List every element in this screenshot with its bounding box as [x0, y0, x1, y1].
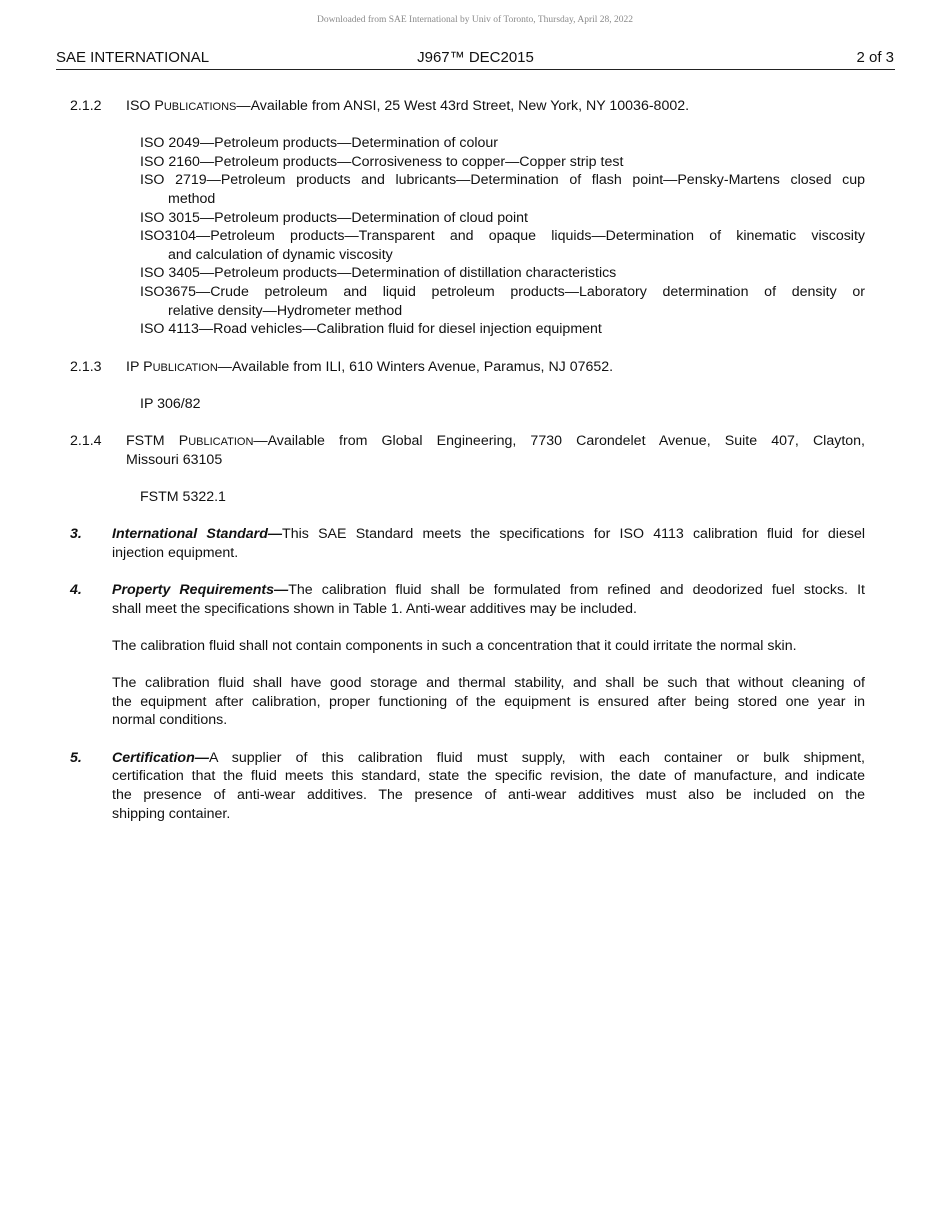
paragraph-text: A supplier of this calibration fluid must supply, with each container or bulk shipment,: [208, 750, 865, 766]
paragraph-text: This SAE Standard meets the specifications for ISO 4113 calibration fluid for diesel: [282, 526, 865, 542]
section-title: Certification—: [112, 750, 209, 766]
header-doc-id: J967™ DEC2015: [417, 49, 534, 66]
download-note: Downloaded from SAE International by Univ of Toronto, Thursday, April 28, 2022: [316, 15, 634, 25]
paragraph-line: [112, 581, 865, 600]
heading-rest: —Available from ILI, 610 Winters Avenue, Paramus, NJ 07652.: [217, 359, 614, 375]
list-item: IP 306/82: [140, 396, 201, 412]
heading-rest: —Available from Global Engineering, 7730 Carondelet Avenue, Suite 407, Clayton,: [253, 433, 865, 449]
list-item: ISO3104—Petroleum products—Transparent and opaque liquids—Determination of kinematic viscosity: [140, 228, 865, 244]
paragraph-line: the equipment after calibration, proper functioning of the equipment is ensured after being stored one year in: [112, 694, 865, 710]
heading-lead: FSTM P: [126, 433, 189, 449]
list-item: ISO 2719—Petroleum products and lubricants—Determination of flash point—Pensky-Martens closed cup: [140, 172, 865, 188]
header-publisher: SAE INTERNATIONAL: [56, 49, 210, 66]
paragraph-line: the presence of anti-wear additives. The presence of anti-wear additives must also be included on the: [112, 787, 865, 803]
list-item-continuation: method: [168, 191, 216, 207]
heading-rest: —Available from ANSI, 25 West 43rd Street, New York, NY 10036-8002.: [236, 98, 690, 114]
list-item: FSTM 5322.1: [140, 489, 226, 505]
heading-lead: IP P: [126, 359, 153, 375]
heading-smallcaps: UBLICATIONS: [163, 101, 237, 113]
paragraph-line: [112, 749, 865, 768]
list-item-continuation: relative density—Hydrometer method: [168, 303, 403, 319]
paragraph-text: The calibration fluid shall be formulated from refined and deodorized fuel stocks. It: [288, 582, 865, 598]
section-number: 2.1.3: [70, 359, 102, 375]
section-title: Property Requirements—: [112, 582, 289, 598]
paragraph-line: The calibration fluid shall have good storage and thermal stability, and shall be such that without cleaning of: [112, 675, 865, 691]
page-header: [56, 49, 895, 70]
list-item-continuation: and calculation of dynamic viscosity: [168, 247, 393, 263]
list-item: ISO 2049—Petroleum products—Determination of colour: [140, 135, 499, 151]
paragraph-line: shall meet the specifications shown in Table 1. Anti-wear additives may be included.: [112, 601, 637, 617]
list-item: ISO 3405—Petroleum products—Determination of distillation characteristics: [140, 265, 617, 281]
heading-lead: ISO P: [126, 98, 164, 114]
paragraph-line: shipping container.: [112, 806, 231, 822]
section-heading: [126, 358, 613, 378]
paragraph-line: The calibration fluid shall not contain components in such a concentration that it could irritate the normal skin.: [112, 638, 797, 654]
section-number: 2.1.2: [70, 98, 102, 114]
list-item: ISO 4113—Road vehicles—Calibration fluid for diesel injection equipment: [140, 321, 602, 337]
section-heading: [126, 97, 689, 117]
section-number: 5.: [70, 750, 82, 766]
paragraph-line: [112, 525, 865, 544]
section-number: 2.1.4: [70, 433, 102, 449]
section-number: 4.: [70, 582, 82, 598]
list-item: ISO 3015—Petroleum products—Determination of cloud point: [140, 210, 528, 226]
paragraph-line: certification that the fluid meets this standard, state the specific revision, the date of manufacture, and indicate: [112, 768, 865, 784]
section-number: 3.: [70, 526, 82, 542]
section-title: International Standard—: [112, 526, 283, 542]
paragraph-line: injection equipment.: [112, 545, 239, 561]
heading-continuation: Missouri 63105: [126, 452, 223, 468]
section-heading: [126, 432, 865, 452]
heading-smallcaps: UBLICATION: [188, 436, 254, 448]
header-page-number: 2 of 3: [856, 49, 894, 66]
list-item: ISO 2160—Petroleum products—Corrosiveness to copper—Copper strip test: [140, 154, 624, 170]
heading-smallcaps: UBLICATION: [152, 362, 218, 374]
paragraph-line: normal conditions.: [112, 712, 228, 728]
list-item: ISO3675—Crude petroleum and liquid petroleum products—Laboratory determination of density or: [140, 284, 865, 300]
